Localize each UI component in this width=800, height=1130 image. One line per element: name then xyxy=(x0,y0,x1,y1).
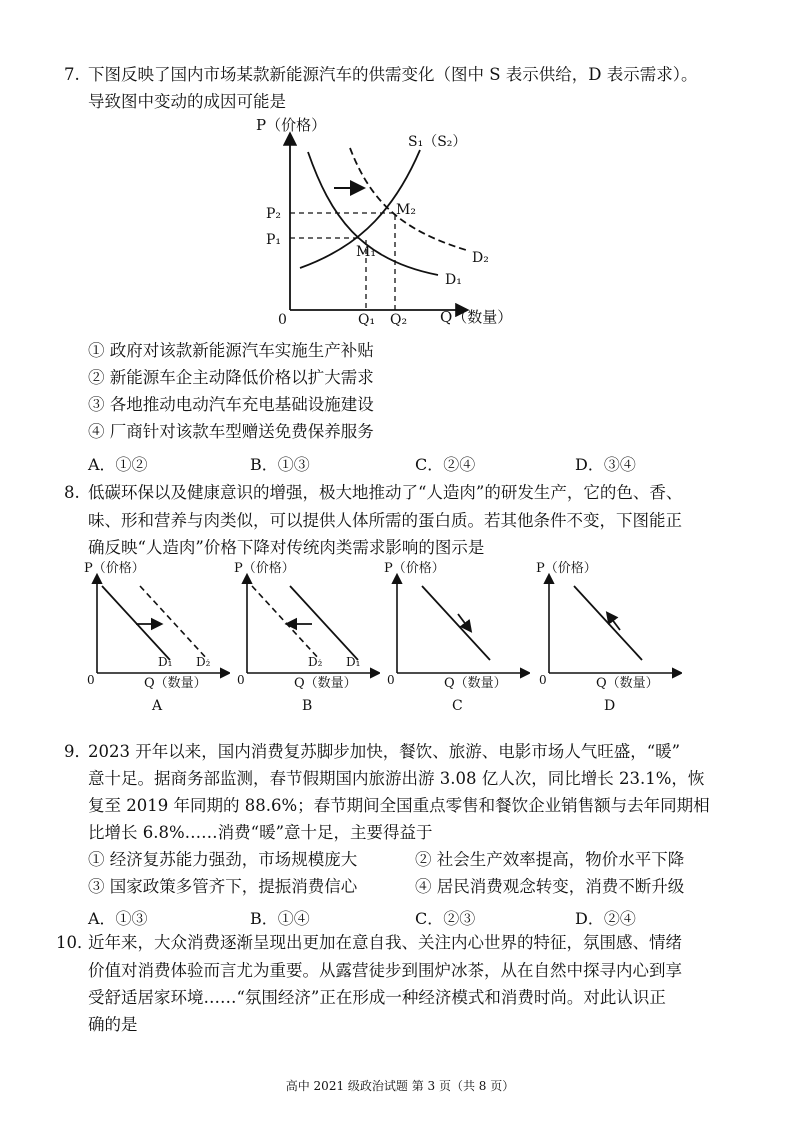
q8a-q-label: Q（数量） xyxy=(144,676,207,691)
q7-origin-label: 0 xyxy=(278,312,287,328)
q7-supply-label: S₁（S₂） xyxy=(408,134,467,150)
q8c-q-label: Q（数量） xyxy=(444,676,507,691)
q8d-demand-curve xyxy=(574,586,642,660)
q8-stem-line2: 味、形和营养与肉类似，可以提供人体所需的蛋白质。若其他条件不变，下图能正 xyxy=(88,511,682,530)
q7-supply-demand-graph xyxy=(240,112,540,334)
q8c-demand-curve xyxy=(422,586,490,660)
q8a-demand-d2 xyxy=(140,586,208,660)
q8-graph-b xyxy=(210,556,380,716)
q8d-caption: D xyxy=(604,698,616,714)
q7-statement-4: ④ 厂商针对该款车型赠送免费保养服务 xyxy=(88,422,374,441)
page-footer: 高中 2021 级政治试题 第 3 页（共 8 页） xyxy=(285,1079,515,1093)
q10-stem-line4: 确的是 xyxy=(88,1015,138,1034)
q9-statement-2: ② 社会生产效率提高，物价水平下降 xyxy=(415,850,685,869)
q8-graph-c xyxy=(360,556,530,716)
q8b-q-label: Q（数量） xyxy=(294,676,357,691)
q8-graph-a xyxy=(60,556,230,716)
q8c-origin: 0 xyxy=(387,673,395,687)
q10-number: 10． xyxy=(56,933,94,952)
q9-statement-4: ④ 居民消费观念转变，消费不断升级 xyxy=(415,877,685,896)
q9-number: 9． xyxy=(64,742,91,761)
q7-stem-line1: 下图反映了国内市场某款新能源汽车的供需变化（图中 S 表示供给，D 表示需求）。 xyxy=(88,65,698,84)
q9-statement-3: ③ 国家政策多管齐下，提振消费信心 xyxy=(88,877,358,896)
q9-stem-line2: 意十足。据商务部监测，春节假期国内旅游出游 3.08 亿人次，同比增长 23.1%，恢 xyxy=(88,769,705,788)
q8b-demand-d1 xyxy=(290,586,358,660)
q7-q-axis-label: Q（数量） xyxy=(440,308,513,326)
q7-m1-label: M₁ xyxy=(356,244,376,260)
q8a-origin: 0 xyxy=(87,673,95,687)
q8d-p-label: P（价格） xyxy=(536,561,597,576)
q7-p1-label: P₁ xyxy=(266,232,282,248)
q7-d2-label: D₂ xyxy=(472,250,489,266)
q8-graph-d xyxy=(512,556,682,716)
q8c-caption: C xyxy=(452,698,463,714)
q9-option-b[interactable]: B．①④ xyxy=(250,909,310,928)
q10-stem-line1: 近年来，大众消费逐渐呈现出更加在意自我、关注内心世界的特征，氛围感、情绪 xyxy=(88,933,682,952)
q8b-p-label: P（价格） xyxy=(234,561,295,576)
q8-number: 8. xyxy=(64,483,80,502)
q8a-p-label: P（价格） xyxy=(84,561,145,576)
q7-statement-3: ③ 各地推动电动汽车充电基础设施建设 xyxy=(88,395,374,414)
q9-stem-line4: 比增长 6.8%……消费“暖”意十足，主要得益于 xyxy=(88,823,433,842)
q8-stem-line1: 低碳环保以及健康意识的增强，极大地推动了“人造肉”的研发生产，它的色、香、 xyxy=(88,483,683,502)
q8a-caption: A xyxy=(152,698,163,714)
q7-p-axis-label: P（价格） xyxy=(256,116,327,134)
q7-d1-label: D₁ xyxy=(445,272,462,288)
q10-stem-line2: 价值对消费体验而言尤为重要。从露营徒步到围炉冰茶，从在自然中探寻内心到享 xyxy=(88,961,682,980)
q9-option-a[interactable]: A．①③ xyxy=(88,909,148,928)
q8b-caption: B xyxy=(302,698,313,714)
q7-q1-label: Q₁ xyxy=(358,312,376,328)
q9-statement-1: ① 经济复苏能力强劲，市场规模庞大 xyxy=(88,850,358,869)
q9-option-c[interactable]: C．②③ xyxy=(415,909,476,928)
q8a-d2-label: D₂ xyxy=(196,655,211,669)
q8b-d1-label: D₁ xyxy=(346,655,361,669)
q9-option-d[interactable]: D．②④ xyxy=(575,909,636,928)
q8d-origin: 0 xyxy=(539,673,547,687)
q7-stem-line2: 导致图中变动的成因可能是 xyxy=(88,92,286,111)
q7-option-d[interactable]: D．③④ xyxy=(575,455,636,474)
q7-option-c[interactable]: C．②④ xyxy=(415,455,476,474)
q8b-origin: 0 xyxy=(237,673,245,687)
q8d-q-label: Q（数量） xyxy=(596,676,659,691)
q8d-arrow-up xyxy=(608,614,620,630)
q9-stem-line3: 复至 2019 年同期的 88.6%；春节期间全国重点零售和餐饮企业销售额与去年同期相 xyxy=(88,796,710,815)
q7-demand-curve-d2 xyxy=(350,148,466,250)
q9-stem-line1: 2023 开年以来，国内消费复苏脚步加快，餐饮、旅游、电影市场人气旺盛，“暖” xyxy=(88,742,681,761)
q8-stem-line3: 确反映“人造肉”价格下降对传统肉类需求影响的图示是 xyxy=(88,538,485,557)
q7-p2-label: P₂ xyxy=(266,206,282,222)
q8b-demand-d2 xyxy=(252,586,320,660)
q7-option-b[interactable]: B．①③ xyxy=(250,455,310,474)
q8a-demand-d1 xyxy=(102,586,170,660)
q8b-d2-label: D₂ xyxy=(308,655,323,669)
q8c-p-label: P（价格） xyxy=(384,561,445,576)
q7-q2-label: Q₂ xyxy=(390,312,408,328)
q10-stem-line3: 受舒适居家环境……“氛围经济”正在形成一种经济模式和消费时尚。对此认识正 xyxy=(88,988,666,1007)
q8a-d1-label: D₁ xyxy=(158,655,173,669)
q7-number: 7. xyxy=(64,65,80,84)
q7-m2-label: M₂ xyxy=(396,202,416,218)
q7-option-a[interactable]: A．①② xyxy=(88,455,148,474)
q7-statement-1: ① 政府对该款新能源汽车实施生产补贴 xyxy=(88,341,374,360)
q7-statement-2: ② 新能源车企主动降低价格以扩大需求 xyxy=(88,368,374,387)
